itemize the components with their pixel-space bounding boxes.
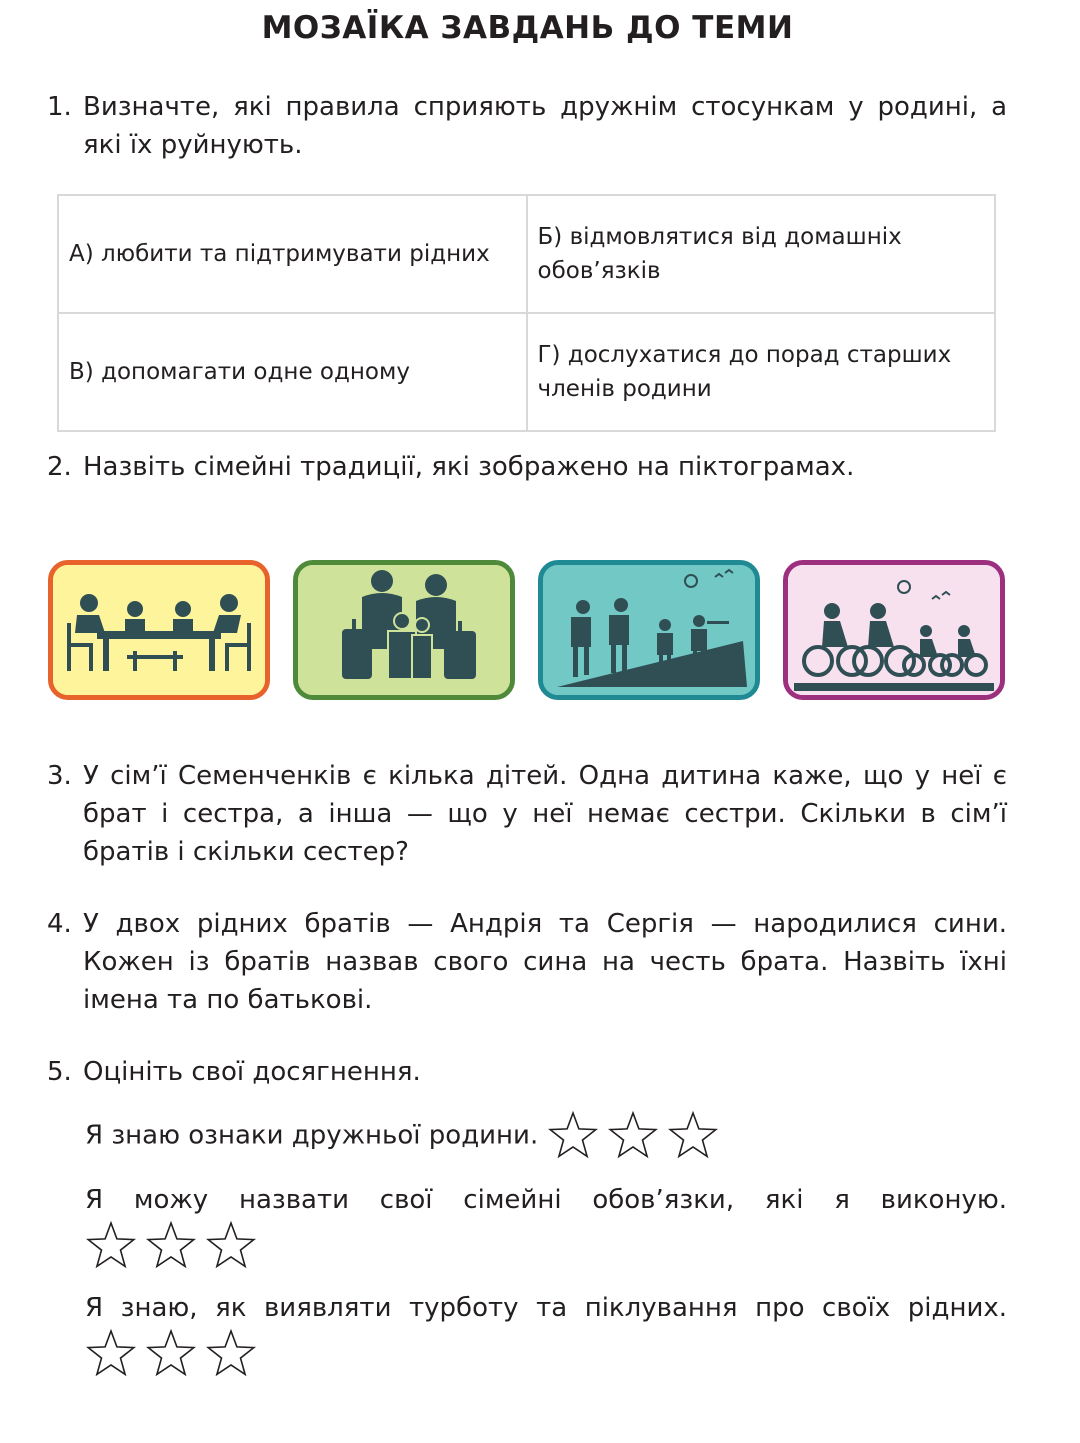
task-1 [47, 88, 1007, 164]
rule-v: В) допомагати одне одному [58, 313, 527, 431]
task-text: Оцініть свої досягнення. [83, 1057, 421, 1087]
task-number: 3. [47, 761, 72, 791]
task-text: Назвіть сімейні традиції, які зображено на піктограмах. [83, 452, 855, 482]
family-cycling-icon [783, 560, 1005, 700]
task-5 [47, 1053, 1007, 1091]
task-number: 5. [47, 1057, 72, 1087]
self-assessment-item [85, 1288, 1007, 1380]
task-number: 2. [47, 452, 72, 482]
task-text: У двох рідних братів — Андрія та Сергія — народилися сини. Кожен із братів назвав свого сина на честь брата. Назвіть їхні імена та по батькові. [83, 909, 1007, 1015]
family-travel-icon [293, 560, 515, 700]
rule-g: Г) дослухатися до порад старших членів родини [527, 313, 996, 431]
task-2 [47, 448, 1007, 486]
task-3 [47, 757, 1007, 871]
star-icon[interactable] [667, 1110, 719, 1162]
task-text: У сім’ї Семенченків є кілька дітей. Одна дитина каже, що у неї є брат і сестра, а інша — що у неї немає сестри. Скільки в сім’ї братів і скільки сестер? [83, 761, 1007, 867]
star-rating[interactable] [85, 1328, 257, 1380]
family-dinner-icon [48, 560, 270, 700]
rules-table [57, 194, 996, 432]
pictograms [48, 560, 1006, 702]
rule-a: А) любити та підтримувати рідних [58, 195, 527, 313]
star-icon[interactable] [205, 1220, 257, 1272]
star-icon[interactable] [145, 1328, 197, 1380]
star-icon[interactable] [85, 1328, 137, 1380]
star-rating[interactable] [547, 1110, 719, 1162]
task-number: 1. [47, 92, 72, 122]
family-hiking-icon [538, 560, 760, 700]
rule-b: Б) відмовлятися від домашніх обов’язків [527, 195, 996, 313]
task-text: Визначте, які правила сприяють дружнім стосункам у родині, а які їх руйнують. [83, 92, 1007, 160]
self-assessment-text: Я можу назвати свої сімейні обов’язки, які я виконую. [85, 1185, 1007, 1215]
star-icon[interactable] [607, 1110, 659, 1162]
task-4 [47, 905, 1007, 1019]
star-icon[interactable] [85, 1220, 137, 1272]
self-assessment-item [85, 1110, 1007, 1162]
star-icon[interactable] [205, 1328, 257, 1380]
star-icon[interactable] [145, 1220, 197, 1272]
self-assessment-text: Я знаю ознаки дружньої родини. [85, 1120, 539, 1151]
self-assessment-item [85, 1180, 1007, 1272]
star-icon[interactable] [547, 1110, 599, 1162]
page-title: МОЗАЇКА ЗАВДАНЬ ДО ТЕМИ [261, 10, 794, 46]
self-assessment-text: Я знаю, як виявляти турботу та піклування про своїх рідних. [85, 1293, 1007, 1323]
star-rating[interactable] [85, 1220, 257, 1272]
task-number: 4. [47, 909, 72, 939]
